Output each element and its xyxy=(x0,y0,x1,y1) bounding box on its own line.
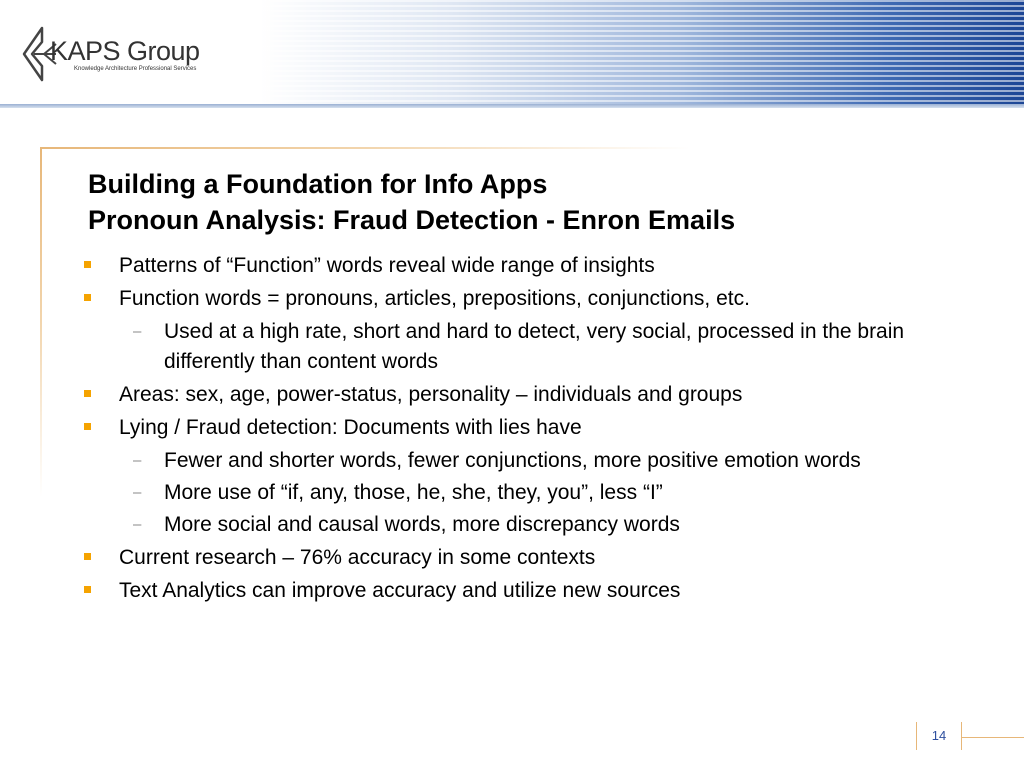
logo-name: KAPS Group xyxy=(50,36,200,66)
bullet-item xyxy=(0,576,1024,606)
square-bullet-icon xyxy=(84,553,91,560)
slide-title xyxy=(88,166,968,238)
sub-bullet-item xyxy=(0,478,1024,508)
bullet-item xyxy=(0,380,1024,410)
logo-tagline: Knowledge Architecture Professional Services xyxy=(74,66,197,72)
sub-bullet-item xyxy=(0,317,954,377)
frame-top-line xyxy=(40,147,690,149)
bullet-text: Patterns of “Function” words reveal wide range of insights xyxy=(119,254,655,277)
dash-bullet-icon: – xyxy=(133,452,142,469)
title-line-1: Building a Foundation for Info Apps xyxy=(88,169,548,199)
bullet-text: Current research – 76% accuracy in some contexts xyxy=(119,546,596,569)
header-stripes xyxy=(260,0,1024,104)
bullet-item xyxy=(0,284,1024,314)
dash-bullet-icon: – xyxy=(133,516,142,533)
sub-bullet-item xyxy=(0,510,1024,540)
bullet-item xyxy=(0,251,1024,281)
dash-bullet-icon: – xyxy=(133,484,142,501)
sub-bullet-text: Fewer and shorter words, fewer conjunctions, more positive emotion words xyxy=(164,449,861,472)
square-bullet-icon xyxy=(84,586,91,593)
square-bullet-icon xyxy=(84,390,91,397)
page-number: 14 xyxy=(916,722,962,750)
bullet-list xyxy=(0,248,1024,609)
page-number-rule xyxy=(961,737,1024,738)
bullet-item xyxy=(0,543,1024,573)
bullet-text: Text Analytics can improve accuracy and utilize new sources xyxy=(119,579,681,602)
sub-bullet-text: More social and causal words, more discrepancy words xyxy=(164,513,680,536)
kaps-group-logo xyxy=(20,26,220,82)
sub-bullet-text: More use of “if, any, those, he, she, they, you”, less “I” xyxy=(164,481,663,504)
header-rule xyxy=(0,104,1024,108)
bullet-item xyxy=(0,413,1024,443)
sub-bullet-item xyxy=(0,446,954,476)
bullet-text: Areas: sex, age, power-status, personality – individuals and groups xyxy=(119,383,743,406)
square-bullet-icon xyxy=(84,294,91,301)
dash-bullet-icon: – xyxy=(133,323,142,340)
square-bullet-icon xyxy=(84,261,91,268)
title-line-2: Pronoun Analysis: Fraud Detection - Enron Emails xyxy=(88,205,736,235)
square-bullet-icon xyxy=(84,423,91,430)
bullet-text: Function words = pronouns, articles, prepositions, conjunctions, etc. xyxy=(119,287,750,310)
sub-bullet-text: Used at a high rate, short and hard to detect, very social, processed in the brain differently than content words xyxy=(164,320,905,373)
bullet-text: Lying / Fraud detection: Documents with lies have xyxy=(119,416,582,439)
